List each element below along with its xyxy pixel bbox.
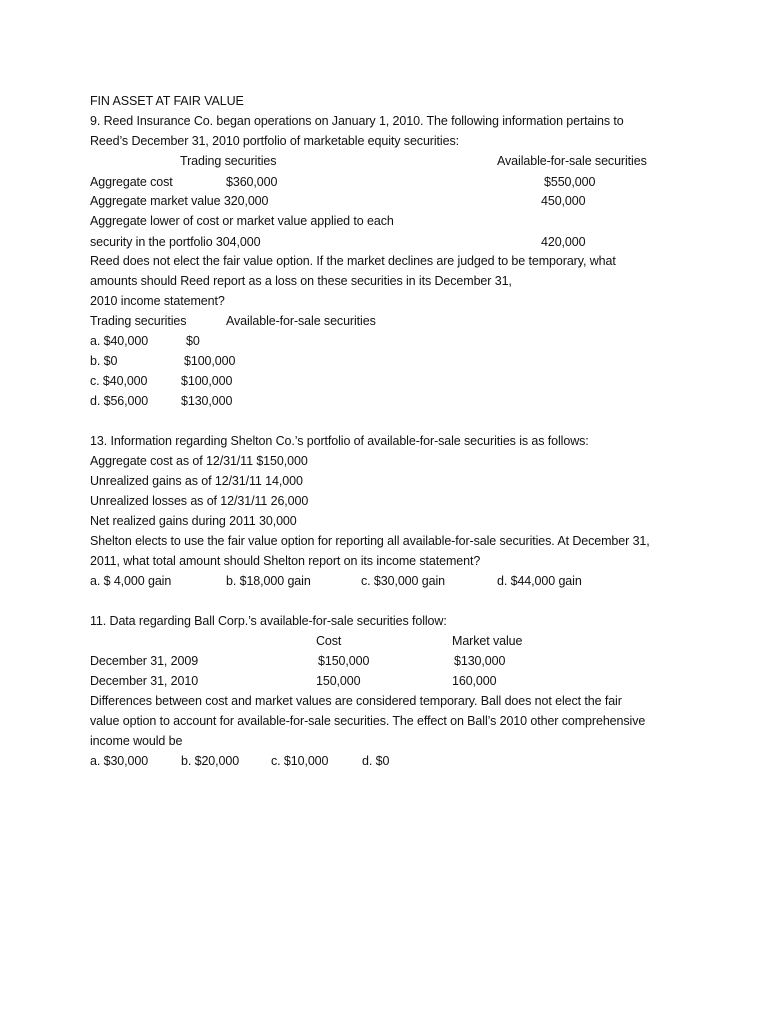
q11-question-line-1: Differences between cost and market values are considered temporary. Ball does not elect the fair bbox=[90, 694, 622, 708]
q11-intro: 11. Data regarding Ball Corp.’s available-for-sale securities follow: bbox=[90, 614, 447, 628]
q13-question-line-2: 2011, what total amount should Shelton report on its income statement? bbox=[90, 554, 481, 568]
q9-choice-a-afs: $0 bbox=[186, 334, 200, 348]
q9-choice-c-afs: $100,000 bbox=[181, 374, 233, 388]
q11-question-line-2: value option to account for available-for-sale securities. The effect on Ball’s 2010 other comprehensive bbox=[90, 714, 646, 728]
q9-choice-b-trading: b. $0 bbox=[90, 354, 118, 368]
q11-row-2010-date: December 31, 2010 bbox=[90, 674, 199, 688]
q9-question-line-3: 2010 income statement? bbox=[90, 294, 225, 308]
q11-row-2010-market: 160,000 bbox=[452, 674, 497, 688]
q9-choice-c-trading: c. $40,000 bbox=[90, 374, 148, 388]
q9-row-market-value-label: Aggregate market value 320,000 bbox=[90, 194, 269, 208]
q9-intro-line-2: Reed’s December 31, 2010 portfolio of marketable equity securities: bbox=[90, 134, 459, 148]
q9-row-aggregate-cost-afs: $550,000 bbox=[544, 175, 596, 189]
q9-col-header-trading: Trading securities bbox=[180, 154, 277, 168]
q13-intro: 13. Information regarding Shelton Co.’s portfolio of available-for-sale securities is as follows: bbox=[90, 434, 589, 448]
q9-row-lcm-afs: 420,000 bbox=[541, 235, 586, 249]
q11-row-2010-cost: 150,000 bbox=[316, 674, 361, 688]
q9-row-market-value-afs: 450,000 bbox=[541, 194, 586, 208]
q9-answer-header-trading: Trading securities bbox=[90, 314, 187, 328]
q11-row-2009-market: $130,000 bbox=[454, 654, 506, 668]
q11-choice-d: d. $0 bbox=[362, 754, 390, 768]
q13-choice-d: d. $44,000 gain bbox=[497, 574, 582, 588]
q9-row-aggregate-cost-label: Aggregate cost bbox=[90, 175, 173, 189]
q13-choice-b: b. $18,000 gain bbox=[226, 574, 311, 588]
q13-net-realized-gains: Net realized gains during 2011 30,000 bbox=[90, 514, 297, 528]
document-title: FIN ASSET AT FAIR VALUE bbox=[90, 94, 244, 108]
q11-col-header-cost: Cost bbox=[316, 634, 342, 648]
q13-unrealized-gains: Unrealized gains as of 12/31/11 14,000 bbox=[90, 474, 303, 488]
q9-choice-d-afs: $130,000 bbox=[181, 394, 233, 408]
q11-col-header-market: Market value bbox=[452, 634, 523, 648]
q11-choice-b: b. $20,000 bbox=[181, 754, 240, 768]
q11-question-line-3: income would be bbox=[90, 734, 183, 748]
q11-row-2009-cost: $150,000 bbox=[318, 654, 370, 668]
q9-row-lcm-label-line-2: security in the portfolio 304,000 bbox=[90, 235, 261, 249]
q13-aggregate-cost: Aggregate cost as of 12/31/11 $150,000 bbox=[90, 454, 308, 468]
q9-row-lcm-label-line-1: Aggregate lower of cost or market value applied to each bbox=[90, 214, 394, 228]
q11-choice-a: a. $30,000 bbox=[90, 754, 149, 768]
q13-unrealized-losses: Unrealized losses as of 12/31/11 26,000 bbox=[90, 494, 309, 508]
q13-question-line-1: Shelton elects to use the fair value option for reporting all available-for-sale securities. At December 31, bbox=[90, 534, 650, 548]
q9-answer-header-afs: Available-for-sale securities bbox=[226, 314, 376, 328]
q9-question-line-1: Reed does not elect the fair value option. If the market declines are judged to be temporary, what bbox=[90, 254, 616, 268]
q9-intro-line-1: 9. Reed Insurance Co. began operations on January 1, 2010. The following information pertains to bbox=[90, 114, 624, 128]
q9-col-header-afs: Available-for-sale securities bbox=[497, 154, 647, 168]
q9-row-aggregate-cost-trading: $360,000 bbox=[226, 175, 278, 189]
q9-choice-b-afs: $100,000 bbox=[184, 354, 236, 368]
q13-choice-c: c. $30,000 gain bbox=[361, 574, 445, 588]
q11-row-2009-date: December 31, 2009 bbox=[90, 654, 199, 668]
q9-choice-a-trading: a. $40,000 bbox=[90, 334, 149, 348]
q9-choice-d-trading: d. $56,000 bbox=[90, 394, 149, 408]
q11-choice-c: c. $10,000 bbox=[271, 754, 329, 768]
q13-choice-a: a. $ 4,000 gain bbox=[90, 574, 172, 588]
q9-question-line-2: amounts should Reed report as a loss on these securities in its December 31, bbox=[90, 274, 512, 288]
